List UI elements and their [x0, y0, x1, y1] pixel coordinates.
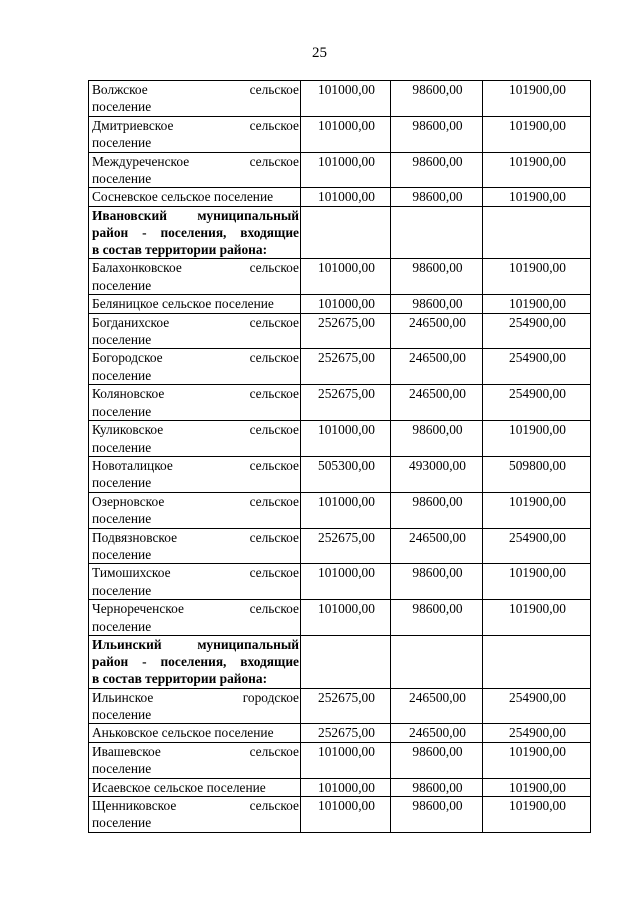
settlement-name-line: поселение	[92, 367, 152, 383]
district-header-row	[89, 206, 591, 259]
settlement-name	[89, 778, 301, 796]
table-row	[89, 81, 591, 117]
empty-cell	[483, 206, 591, 259]
page-number: 25	[312, 45, 327, 61]
settlement-name-line	[92, 421, 299, 438]
settlement-name-line: поселение	[92, 332, 152, 348]
table-row	[89, 421, 591, 457]
amount-year-1: 252675,00	[301, 313, 391, 349]
settlement-name-word: сельское	[249, 117, 299, 133]
amount-year-1: 252675,00	[301, 385, 391, 421]
amount-year-3: 101900,00	[483, 81, 591, 117]
settlement-name-line	[92, 689, 299, 706]
settlement-name	[89, 259, 301, 295]
settlement-name-word: сельское	[249, 601, 299, 617]
district-header-word: район	[92, 225, 129, 241]
amount-year-3: 101900,00	[483, 778, 591, 796]
settlement-name	[89, 349, 301, 385]
district-header-line	[92, 224, 299, 241]
district-header-word: -	[142, 225, 147, 241]
settlement-name	[89, 742, 301, 778]
settlement-name-line: поселение	[92, 582, 152, 598]
settlement-name	[89, 313, 301, 349]
settlement-name-word: Тимошихское	[92, 565, 171, 581]
district-header-row	[89, 635, 591, 688]
settlement-name-word: сельское	[249, 529, 299, 545]
table-row	[89, 742, 591, 778]
settlement-name-line	[92, 259, 299, 276]
settlement-name-word: Ивашевское	[92, 743, 161, 759]
amount-year-3: 101900,00	[483, 797, 591, 833]
table-row	[89, 152, 591, 188]
table-row	[89, 385, 591, 421]
settlement-name-line: поселение	[92, 618, 152, 634]
empty-cell	[391, 635, 483, 688]
settlement-name-line: поселение	[92, 511, 152, 527]
table-row	[89, 688, 591, 724]
settlement-name	[89, 797, 301, 833]
district-header	[89, 635, 301, 688]
settlement-name-line: поселение	[92, 403, 152, 419]
amount-year-2: 246500,00	[391, 528, 483, 564]
settlement-name-line: поселение	[92, 135, 152, 151]
amount-year-2: 98600,00	[391, 778, 483, 796]
amount-year-3: 101900,00	[483, 188, 591, 206]
amount-year-2: 246500,00	[391, 385, 483, 421]
district-header-word: поселения,	[160, 654, 227, 670]
district-header-line	[92, 207, 299, 224]
amount-year-2: 98600,00	[391, 600, 483, 636]
district-header-word: входящие	[240, 654, 299, 670]
district-header	[89, 206, 301, 259]
amount-year-3: 254900,00	[483, 385, 591, 421]
amount-year-3: 101900,00	[483, 259, 591, 295]
amount-year-2: 98600,00	[391, 116, 483, 152]
amount-year-1: 101000,00	[301, 564, 391, 600]
amount-year-2: 98600,00	[391, 742, 483, 778]
settlement-name-word: Волжское	[92, 82, 148, 97]
amount-year-1: 505300,00	[301, 456, 391, 492]
settlement-name-text: Сосневское сельское поселение	[92, 189, 274, 205]
amount-year-3: 509800,00	[483, 456, 591, 492]
district-header-word: муниципальный	[197, 636, 299, 652]
amount-year-2: 98600,00	[391, 295, 483, 313]
settlement-name	[89, 116, 301, 152]
settlement-name-word: Междуреченское	[92, 153, 190, 169]
settlement-name	[89, 564, 301, 600]
district-header-word: -	[142, 654, 147, 670]
amount-year-2: 98600,00	[391, 421, 483, 457]
amount-year-1: 101000,00	[301, 81, 391, 117]
settlement-name	[89, 724, 301, 742]
settlement-name-word: сельское	[249, 422, 299, 438]
settlement-name	[89, 688, 301, 724]
table-row	[89, 528, 591, 564]
table-row	[89, 564, 591, 600]
amount-year-2: 98600,00	[391, 188, 483, 206]
settlement-name-word: сельское	[249, 743, 299, 759]
settlement-name-word: Озерновское	[92, 493, 165, 509]
table-row	[89, 116, 591, 152]
district-header-word: район	[92, 654, 129, 670]
table-row	[89, 349, 591, 385]
amount-year-1: 101000,00	[301, 797, 391, 833]
settlement-name-line	[92, 600, 299, 617]
amount-year-2: 98600,00	[391, 564, 483, 600]
settlement-name-line	[92, 529, 299, 546]
table-row	[89, 724, 591, 742]
amount-year-1: 101000,00	[301, 152, 391, 188]
settlement-name-line: поселение	[92, 99, 152, 115]
amount-year-2: 246500,00	[391, 688, 483, 724]
settlement-name-line	[92, 117, 299, 134]
district-header-line	[92, 653, 299, 670]
amount-year-1: 101000,00	[301, 259, 391, 295]
table-row	[89, 259, 591, 295]
empty-cell	[301, 206, 391, 259]
settlement-name-line	[92, 349, 299, 366]
settlement-name	[89, 528, 301, 564]
settlement-name-line: поселение	[92, 707, 152, 722]
district-header-word: входящие	[240, 225, 299, 241]
settlement-name-word: Ильинское	[92, 689, 154, 705]
amount-year-2: 246500,00	[391, 349, 483, 385]
settlement-name-line	[92, 81, 299, 98]
amount-year-2: 246500,00	[391, 313, 483, 349]
settlement-name	[89, 81, 301, 117]
amount-year-1: 252675,00	[301, 724, 391, 742]
amount-year-2: 98600,00	[391, 152, 483, 188]
settlement-name	[89, 152, 301, 188]
settlement-name-word: Богородское	[92, 350, 163, 366]
amount-year-2: 98600,00	[391, 259, 483, 295]
district-header-line	[92, 241, 299, 258]
settlement-name-word: сельское	[249, 565, 299, 581]
table-row	[89, 797, 591, 833]
amount-year-3: 254900,00	[483, 528, 591, 564]
amount-year-1: 252675,00	[301, 349, 391, 385]
amount-year-1: 101000,00	[301, 116, 391, 152]
settlement-name	[89, 421, 301, 457]
settlement-name-line	[92, 385, 299, 402]
settlement-name	[89, 188, 301, 206]
amount-year-1: 252675,00	[301, 688, 391, 724]
settlement-name-word: сельское	[249, 457, 299, 473]
settlement-name-line	[92, 564, 299, 581]
empty-cell	[483, 635, 591, 688]
settlement-name	[89, 295, 301, 313]
district-header-word: муниципальный	[197, 207, 299, 223]
table-row	[89, 295, 591, 313]
amount-year-3: 254900,00	[483, 724, 591, 742]
amount-year-3: 101900,00	[483, 295, 591, 313]
district-header-word: в состав территории района:	[92, 242, 268, 258]
settlement-name-word: Коляновское	[92, 386, 165, 402]
table-row	[89, 600, 591, 636]
amount-year-1: 101000,00	[301, 492, 391, 528]
settlement-name-text: Аньковское сельское поселение	[92, 725, 274, 741]
budget-table-body	[89, 81, 591, 833]
settlement-name-word: сельское	[249, 386, 299, 402]
settlement-name-line: поселение	[92, 171, 152, 187]
settlement-name-line: поселение	[92, 475, 152, 491]
settlement-name-text: Беляницкое сельское поселение	[92, 296, 274, 312]
settlement-name-word: Балахонковское	[92, 260, 182, 276]
settlement-name-word: сельское	[249, 82, 299, 97]
settlement-name-line: поселение	[92, 277, 152, 293]
settlement-name	[89, 385, 301, 421]
empty-cell	[391, 206, 483, 259]
settlement-name-word: сельское	[249, 153, 299, 169]
amount-year-3: 101900,00	[483, 421, 591, 457]
district-header-line	[92, 636, 299, 653]
settlement-name-line	[92, 314, 299, 331]
amount-year-2: 246500,00	[391, 724, 483, 742]
district-header-word: Ильинский	[92, 636, 162, 652]
settlement-name-word: сельское	[249, 350, 299, 366]
settlement-name-line: поселение	[92, 546, 152, 562]
amount-year-3: 254900,00	[483, 349, 591, 385]
amount-year-2: 98600,00	[391, 797, 483, 833]
district-header-line	[92, 670, 299, 687]
table-row	[89, 456, 591, 492]
settlement-name-word: Щенниковское	[92, 798, 177, 814]
settlement-name	[89, 600, 301, 636]
amount-year-3: 101900,00	[483, 152, 591, 188]
settlement-name-word: городское	[242, 689, 299, 705]
settlement-name-word: сельское	[249, 260, 299, 276]
table-row	[89, 492, 591, 528]
settlement-name-word: Чернореченское	[92, 601, 184, 617]
settlement-name-word: Дмитриевское	[92, 117, 174, 133]
district-header-word: в состав территории района:	[92, 671, 268, 687]
amount-year-2: 98600,00	[391, 492, 483, 528]
table-row	[89, 313, 591, 349]
amount-year-1: 101000,00	[301, 742, 391, 778]
settlement-name-line	[92, 493, 299, 510]
settlement-name-line	[92, 743, 299, 760]
empty-cell	[301, 635, 391, 688]
amount-year-3: 101900,00	[483, 600, 591, 636]
amount-year-1: 101000,00	[301, 778, 391, 796]
amount-year-3: 101900,00	[483, 492, 591, 528]
amount-year-3: 254900,00	[483, 688, 591, 724]
amount-year-3: 101900,00	[483, 116, 591, 152]
amount-year-1: 101000,00	[301, 188, 391, 206]
settlement-name-text: Исаевское сельское поселение	[92, 779, 266, 795]
settlement-name	[89, 456, 301, 492]
settlement-name-line: поселение	[92, 815, 152, 831]
amount-year-2: 493000,00	[391, 456, 483, 492]
amount-year-1: 101000,00	[301, 295, 391, 313]
settlement-name-line	[92, 457, 299, 474]
settlement-name-word: Богданихское	[92, 314, 170, 330]
settlement-name-word: сельское	[249, 798, 299, 814]
district-header-word: Ивановский	[92, 207, 167, 223]
settlement-name-line	[92, 797, 299, 814]
settlement-name-word: Подвязновское	[92, 529, 178, 545]
district-header-word: поселения,	[160, 225, 227, 241]
amount-year-3: 101900,00	[483, 742, 591, 778]
amount-year-3: 254900,00	[483, 313, 591, 349]
settlement-name-word: сельское	[249, 493, 299, 509]
settlement-name-line	[92, 153, 299, 170]
amount-year-1: 101000,00	[301, 421, 391, 457]
settlement-name-line: поселение	[92, 761, 152, 777]
table-row	[89, 188, 591, 206]
settlement-name-word: Куликовское	[92, 422, 164, 438]
settlement-name-line: поселение	[92, 439, 152, 455]
table-row	[89, 778, 591, 796]
settlement-name-word: сельское	[249, 314, 299, 330]
amount-year-3: 101900,00	[483, 564, 591, 600]
amount-year-1: 252675,00	[301, 528, 391, 564]
amount-year-2: 98600,00	[391, 81, 483, 117]
settlement-name	[89, 492, 301, 528]
amount-year-1: 101000,00	[301, 600, 391, 636]
settlement-name-word: Новоталицкое	[92, 457, 173, 473]
budget-table	[88, 80, 591, 833]
